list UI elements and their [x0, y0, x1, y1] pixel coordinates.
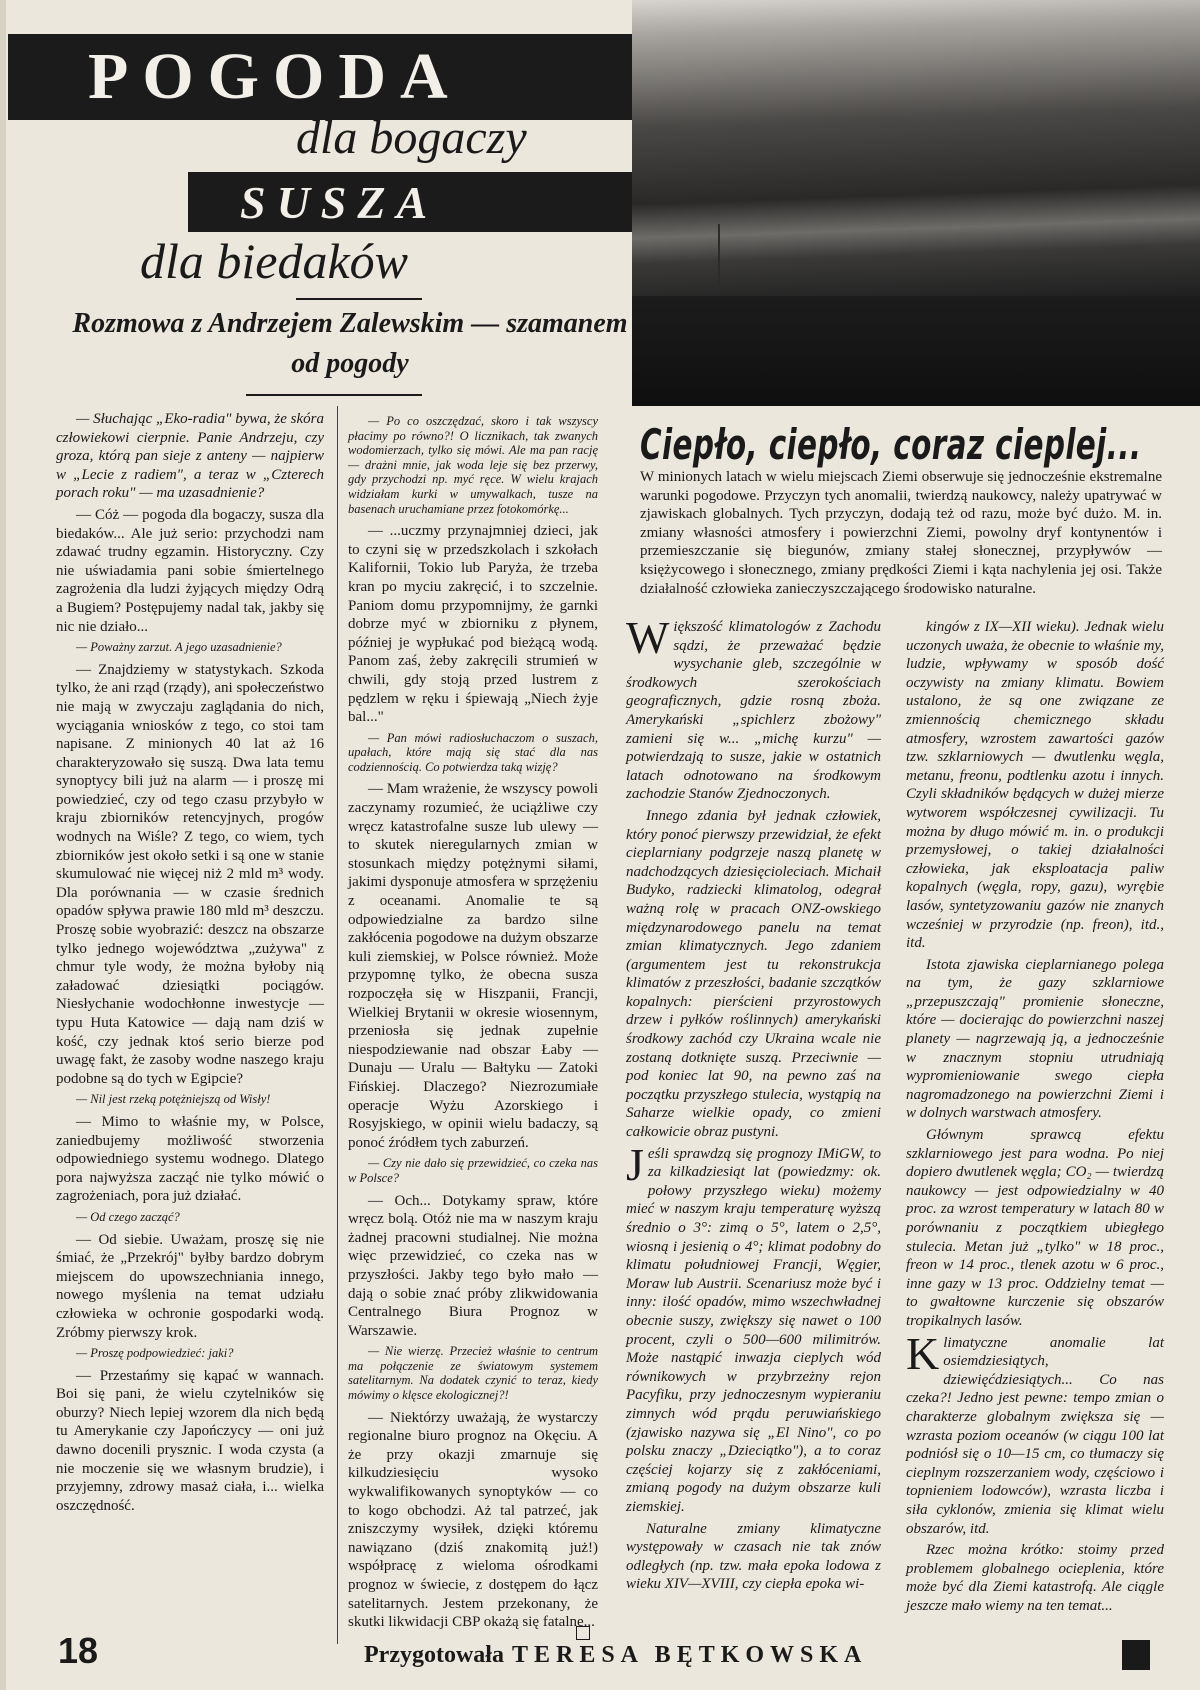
column-separator [337, 406, 338, 1644]
sidebar-paragraph [626, 1138, 881, 1517]
question-paragraph: — Czy nie dało się przewidzieć, co czeka nas w Polsce? [348, 1156, 598, 1185]
sidebar-paragraph [906, 1126, 1164, 1331]
sidebar-paragraph [906, 1327, 1164, 1539]
sidebar-lead: W minionych latach w wielu miejscach Ziemi obserwuje się jednocześnie ekstremalne warunki pogodowe. Przyczyn tych anomalii, twierdzą naukowcy, należy upatrywać w zjawiskach globalnych. Tych przyczyn, dodają też od razu, może być dużo. M. in. zmiany własności atmosfery i powierzchni Ziemi, powolny dryf kontynentów i przemieszczanie się biegunów, zmiany stałej słonecznej, przypływów — księżycowego i słonecznego, zmiany prędkości Ziemi i kąta nachylenia jej osi. Także działalność człowieka zanieczyszczającego środowisko naturalne. [640, 469, 1162, 597]
question-paragraph: — Pan mówi radiosłuchaczom o suszach, upałach, które mają się stać dla nas codziennością. Co potwierdza taką wizję? [348, 730, 598, 774]
answer-paragraph: — Słuchając „Eko-radia" bywa, że skóra człowiekowi cierpnie. Panie Andrzeju, czy groza, którą pan sieje z anteny — najpierw w „Lecie z radiem", a teraz w „Czterech porach roku" — ma uzasadnienie? [56, 411, 324, 502]
headline-dla-bogaczy: dla bogaczy [296, 111, 527, 164]
answer-paragraph: — Przestańmy się kąpać w wannach. Boi się pani, że wielu czytelników się oburzy? Niech lepiej wzorem dla nich będą tu Amerykanie czy Japończycy — oni już dawno docenili prysznic. I woda czysta (a nie moczenie się we własnym brudzie), i przyjemny, zdrowy masaż ciała, i... wielka oszczędność. [56, 1367, 324, 1514]
paragraph-text: Rzec można krótko: stoimy przed problemem globalnego ocieplenia, które może być dla Ziemi katastrofą. Ale ciągle jeszcze mało wiemy na ten temat... [906, 1542, 1164, 1614]
sidebar-paragraph [906, 956, 1164, 1123]
answer-paragraph: — Mam wrażenie, że wszyscy powoli zaczynamy rozumieć, że uciążliwe czy wręcz katastrofalne susze lub ulewy — to skutek nieregularnych zmian w stosunkach między potężnymi siłami, jakimi dysponuje atmosfera w sprzężeniu z oceanami. Anomalie te są odpowiedzialne za bardzo silne zakłócenia pogodowe na dużym obszarze kuli ziemskiej, w Polsce również. Może przypomnę tylko, że obecna susza rozpoczęła się w Hiszpanii, Francji, Wielkiej Brytanii w okresie wiosennym, przeniosła się jednak zupełnie niespodziewanie nad obszar Łaby — Dunaju — Uralu — Bałtyku — Zatoki Fińskiej. Dlaczego? Niezrozumiałe operacje Wyżu Azorskiego i Rosyjskiego, w opinii wielu badaczy, są ponoć źródłem tych zaburzeń. [348, 781, 598, 1151]
question-paragraph: — Od czego zacząć? [76, 1209, 180, 1224]
sidebar-paragraph [626, 612, 881, 804]
paragraph-text: Innego zdania był jednak człowiek, który ponoć pierwszy przewidział, że efekt cieplarniany podgrzeje naszą planetę w nadchodzących dziesięcioleciach. Michaił Budyko, radziecki klimatolog, odegrał ważną rolę w pracach ONZ-owskiego międzynarodowego panelu na temat zmian klimatycznych. Jego zdaniem (argumentem jest tu rekonstrukcja klimatów z przeszłości, badanie szczątków kopalnych: pierścieni przyrostowych drzew i pyłków roślinnych) amerykański środkowy zachód czy Ukraina wcale nie zostaną dotknięte suszą. Przeciwnie — pod koniec lat 90, na pewno zaś na początku przyszłego stulecia, wystąpią na Saharze wielkie opady, co zmieni całkowicie obraz pustyni. [626, 807, 881, 1141]
answer-paragraph: — Cóż — pogoda dla bogaczy, susza dla biedaków... Ale już serio: przychodzi nam zdawać trudny egzamin. Historyczny. Czy nie uświadamia pani sobie śmiertelnego zagrożenia dla ludzi żyjących między Odrą a Bugiem? Postępujemy nadal tak, jakby się nic nie działo... [56, 506, 324, 635]
headline-dla-biedakow: dla biedaków [140, 233, 409, 289]
drop-cap: W [626, 612, 670, 663]
interview-column-2 [348, 410, 598, 1635]
sidebar-column-1 [626, 612, 881, 1597]
author-credit [364, 1642, 867, 1669]
credit-name: TERESA BĘTKOWSKA [511, 1642, 868, 1668]
answer-paragraph: — Znajdziemy w statystykach. Szkoda tylko, że ani rząd (rządy), ani społeczeństwo nie mają w zwyczaju zaglądania do nich, wyciągania wniosków z tego, co stoi tam napisane. Z minionych 40 lat aż 16 charakteryzowało się suszą. Dwa lata temu synoptycy bili już na alarm — i proszę mi powiedzieć, czy od tego czasu przybyło w kraju zbiorników retencyjnych, progów wodnych na Wiśle? Z tego, co wiem, tych zbiorników jest około setki i są one w stanie skumulować nie więcej niż 2 mld m³ wody. Dla porównania — w czasie średnich opadów spływa prawie 180 mld m³ deszczu. Proszę sobie wyobrazić: deszcz na obszarze tylko jednego województwa „zużywa" z chmur tyle wody, że można byłoby nią załadować dziesiątki pociągów. Niesłychanie wodochłonne inwestycje — typu Huta Katowice — dają nam dziś w kość, czy jednak ktoś serio bierze pod uwagę fakt, że zasoby wodne naszego kraju podobne są do tych w Egipcie? [56, 661, 324, 1087]
paragraph-text: kingów z IX—XII wieku). Jednak wielu uczonych uważa, że obecnie to właśnie my, ludzie, wpływamy w sposób dość oczywisty na zmiany klimatu. Bowiem ustalono, że są one związane ze zmiennością chemicznego składu atmosfery, wzrostem zawartości gazów tzw. szklarniowych — dwutlenku węgla, metanu, freonu, podtlenku azotu i innych. Czyli składników będących w dużej mierze wytworem współczesnej cywilizacji. Tu można by długo mówić m. in. o produkcji przemysłowej, o takiej działalności człowieka, jak eksploatacja paliw kopalnych (węgla, ropy, gazu), wyrębie lasów, syntetyzowaniu gazów nie znanych wcześniej w przyrodzie (np. freon), itd., itd. [906, 619, 1164, 952]
answer-paragraph: — Mimo to właśnie my, w Polsce, zaniedbujemy możliwość stworzenia odpowiedniego systemu wodnego. Dlatego pora najwyższa zacząć nie tylko mówić o zagrożeniach, pora już działać. [56, 1113, 324, 1205]
sidebar-title: Ciepło, ciepło, coraz cieplej... [640, 420, 1142, 469]
answer-paragraph: — Od siebie. Uważam, proszę się nie śmiać, że „Przekrój" byłby bardzo dobrym miejscem do upowszechniania innego, nowego myślenia na temat udziału człowieka w ochronie gospodarki wodą. Zróbmy pierwszy krok. [56, 1231, 324, 1341]
answer-paragraph: — ...uczmy przynajmniej dzieci, jak to czyni się w przedszkolach i szkołach Kalifornii, Tokio lub Paryża, że trzeba kran po myciu zakręcić, i to szczelnie. Paniom domu przypomnijmy, że garnki dobrze myć w zbiorniku z płynem, później je wypłukać pod bieżącą wodą. Panom zaś, żeby zakręcili strumień w chwili, gdy stoją przed lustrem z pędzlem w ręku i śpiewają „Niech żyje bal..." [348, 523, 598, 726]
interview-column-1 [56, 410, 324, 1518]
end-mark-box [576, 1626, 590, 1640]
credit-label: Przygotowała [364, 1642, 504, 1668]
drop-cap: K [906, 1327, 940, 1379]
question-paragraph: — Nil jest rzeką potężniejszą od Wisły! [76, 1092, 271, 1107]
paragraph-text: limatyczne anomalie lat osiemdziesiątych, dziewięćdziesiątych... Co nas czeka?! Jedno jest pewne: tempo zmian o charakterze globalnym zwiększa się — wzrasta poziom oceanów (w ciągu 100 lat podniósł się o 10—15 cm, co tłumaczy się cieplnym rozszerzaniem wody, częściowo i topnieniem lodowców), wzrasta liczba i siła cyklonów, zmienia się klimat wielu obszarów, itd. [906, 1334, 1164, 1537]
paragraph-text: Głównym sprawcą efektu szklarniowego jest para wodna. Po niej dopiero dwutlenek węgla; CO₂ — twierdzą naukowcy — jest odpowiedzialny w 40 proc. za wzrost temperatury w latach 80 w porównaniu z początkiem ubiegłego stulecia. Metan już „tylko" w 18 proc., freon w 14 proc., tlenek azotu w 6 proc., inne gazy w 13 proc. Oddzielny temat — to gwałtowne kurczenie się obszarów tropikalnych lasów. [906, 1127, 1164, 1329]
sidebar-paragraph [906, 618, 1164, 953]
sky-photo [632, 0, 1200, 406]
question-paragraph: — Po co oszczędzać, skoro i tak wszyscy płacimy po równo?! O licznikach, tak zwanych wodomierzach, tylko się mówi. Ale ma pan rację — drażni mnie, jak woda leje się bez przerwy, gdy przychodzi np. myć ręce. W wielu krajach widziałam kurki w umywalkach, tusze na basenach uruchamiane przez fotokomórkę... [348, 414, 598, 516]
answer-paragraph: — Niektórzy uważają, że wystarczy regionalne biuro prognoz na Okęciu. A że przy okazji zmarnuje się kilkudziesięciu wysoko wykwalifikowanych synoptyków — co to kogo obchodzi. Aż tal patrzeć, jak zniszczymy wysiłek, dzięki któremu nawiązano (dziś znakomitą już!) współpracę z wieloma ośrodkami prognoz w świecie, z dostępem do łącz satelitarnych. Jestem przekonany, że skutki likwidacji CBP okażą się fatalne... [348, 1409, 598, 1631]
sidebar-paragraph [626, 1520, 881, 1594]
photo-ground [632, 296, 1200, 406]
subtitle-rule [246, 394, 422, 396]
drop-cap: J [626, 1138, 644, 1190]
end-square [1122, 1640, 1150, 1670]
photo-mast [718, 224, 720, 294]
paragraph-text: iększość klimatologów z Zachodu sądzi, że przeważać będzie wysychanie gleb, szczególnie w środkowych szerokościach geograficznych, gdzie rosną zboża. Amerykański „spichlerz zbożowy" zamieni się w... „michę kurzu" — potwierdzają to susze, jakie w ostatnich latach odnotowano na środkowym zachodzie Stanów Zjednoczonych. [626, 619, 881, 803]
question-paragraph: — Poważny zarzut. A jego uzasadnienie? [76, 640, 282, 655]
paragraph-text: Naturalne zmiany klimatyczne występowały w czasach nie tak znów odległych (np. tzw. mała epoka lodowa z wieku XIV—XVIII, czy ciepła epoka wi- [626, 1520, 881, 1593]
sidebar-paragraph [906, 1541, 1164, 1615]
sidebar-column-2 [906, 618, 1164, 1618]
answer-paragraph: — Och... Dotykamy spraw, które wręcz bolą. Otóż nie ma w naszym kraju żadnej pracowni studialnej. Nie można więc przewidzieć, co czeka nas w przyszłości. Jakby tego było mało — dają o sobie znać próby zlikwidowania Centralnego Biura Prognoz w Warszawie. [348, 1192, 598, 1339]
sidebar-paragraph [626, 807, 881, 1142]
interview-subtitle: Rozmowa z Andrzejem Zalewskim — szamanem od pogody [72, 308, 628, 379]
title-rule [296, 298, 422, 300]
headline-susza: SUSZA [188, 172, 678, 232]
page-number: 18 [58, 1630, 99, 1671]
headline-pogoda: POGODA [8, 34, 642, 120]
question-paragraph: — Nie wierzę. Przecież właśnie to centrum ma połączenie ze światowym systemem satelitarnym. Na dodatek czynić to teraz, kiedy mówimy o klęsce ekologicznej?! [348, 1344, 598, 1403]
page-edge [0, 0, 6, 1690]
question-paragraph: — Proszę podpowiedzieć: jaki? [76, 1346, 234, 1361]
paragraph-text: eśli sprawdzą się prognozy IMiGW, to za kilkadziesiąt lat (powiedzmy: ok. połowy przyszłego wieku) możemy mieć w naszym kraju temperaturę wyższą średnio o 3°: zimą o 5°, latem o 2,5°, wiosną i jesienią o 4°; klimat podobny do klimatu południowej Francji, Węgier, Moraw lub Austrii. Scenariusz może być i inny: ilość opadów, mimo wszechwładnej obecnie suszy, zwiększy się nawet o 100 procent, czyli o 500—600 milimitrów. Może nastąpić inwazja cieplych wód równikowych w przybrzeżny rejon Pacyfiku, przy jednoczesnym wypieraniu zimnych wód prądu peruwiańskiego (zjawisko nazywa się „El Nino", co po polsku znaczy „Dzieciątko"), a to coraz częściej kojarzy się z zakłóceniami, zmianą pogody na dużym obszarze kuli ziemskiej. [626, 1145, 881, 1515]
paragraph-text: Istota zjawiska cieplarnianego polega na tym, że gazy szklarniowe „przepuszczają" promienie słoneczne, które — docierając do powierzchni naszej planety — nagrzewają ją, a jednocześnie w znacznym stopniu utrudniają wypromieniowanie swego ciepła nagromadzonego na powierzchni Ziemi i w dolnych warstwach atmosfery. [906, 956, 1164, 1122]
